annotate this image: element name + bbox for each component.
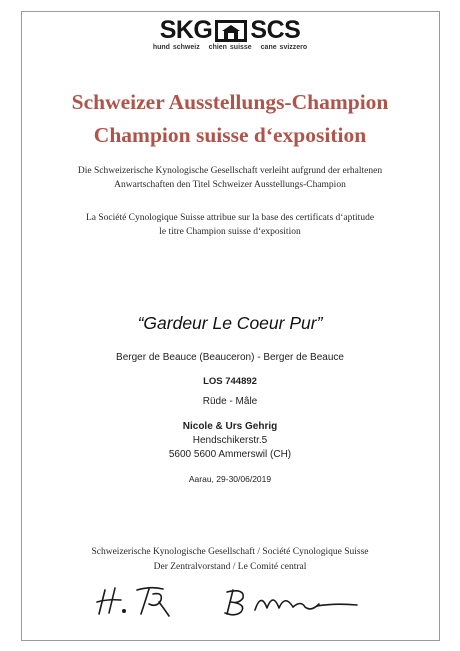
owner-city: 5600 5600 Ammerswil (CH) [168, 449, 292, 460]
signature-right [225, 590, 357, 615]
footer-organisation: Schweizerische Kynologische Gesellschaft / Société Cynologique Suisse [91, 547, 369, 557]
title-french: Champion suisse d‘exposition [93, 123, 367, 147]
intro-french-line-1: La Société Cynologique Suisse attribue sur la base des certificats d‘aptitude [85, 213, 375, 223]
logo-subtitle-it: cane svizzero [260, 44, 308, 51]
skg-scs-logo [0, 18, 460, 51]
dog-los-number: LOS 744892 [203, 376, 257, 387]
footer-committee: Der Zentralvorstand / Le Comité central [153, 562, 307, 572]
signature-left [97, 588, 169, 616]
dog-name: “Gardeur Le Coeur Pur” [137, 313, 323, 333]
logo-subtitle-fr: chien suisse [208, 44, 252, 51]
title-german: Schweizer Ausstellungs-Champion [71, 90, 389, 114]
intro-french [0, 212, 460, 239]
logo-scs-text: SCS [250, 16, 301, 44]
signatures [95, 580, 365, 620]
place-date: Aarau, 29-30/06/2019 [188, 474, 272, 484]
intro-german-line-1: Die Schweizerische Kynologische Gesellschaft verleiht aufgrund der erhaltenen [77, 166, 383, 176]
doghouse-icon [214, 19, 248, 43]
dog-breed: Berger de Beauce (Beauceron) - Berger de Beauce [116, 352, 344, 363]
logo-subtitle-de: hund schweiz [152, 44, 200, 51]
dog-sex: Rüde - Mâle [202, 396, 258, 407]
intro-german-line-2: Anwartschaften den Titel Schweizer Ausstellungs-Champion [114, 179, 346, 190]
intro-french-line-2: le titre Champion suisse d‘exposition [159, 226, 301, 237]
logo-subtitle [0, 44, 460, 51]
intro-german [0, 165, 460, 192]
logo-skg-text: SKG [159, 16, 213, 44]
owner-name: Nicole & Urs Gehrig [182, 421, 278, 432]
owner-street: Hendschikerstr.5 [192, 435, 268, 446]
